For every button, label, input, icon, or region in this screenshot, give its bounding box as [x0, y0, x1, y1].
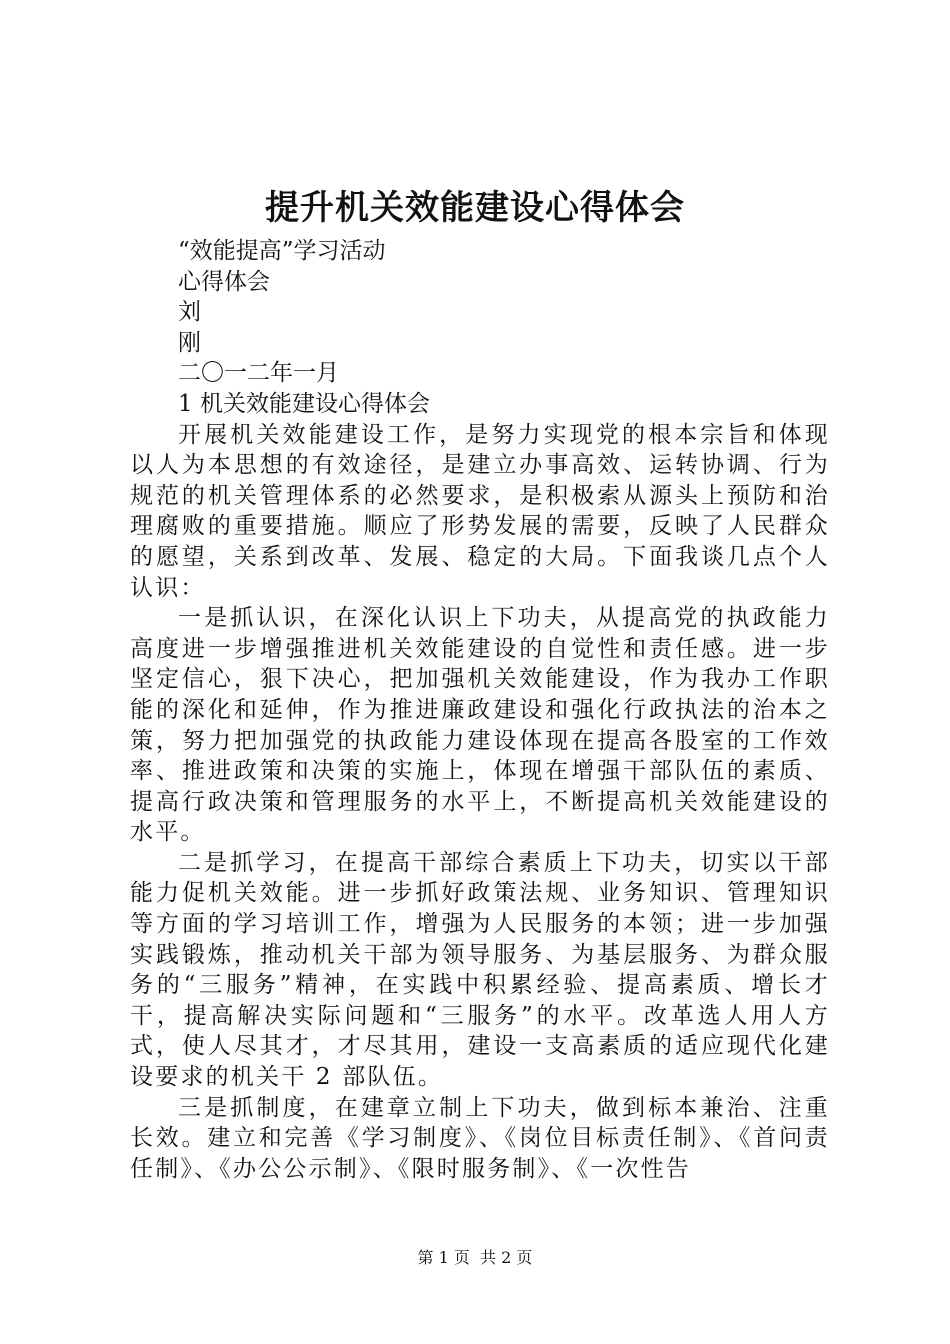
header-line-activity: “效能提高”学习活动: [178, 238, 386, 264]
footer-total-pages: 共 2 页: [480, 1248, 533, 1267]
header-line-author-given-name: 刚: [178, 329, 201, 356]
header-line-section-title: 1 机关效能建设心得体会: [178, 390, 430, 417]
document-title: 提升机关效能建设心得体会: [265, 188, 685, 228]
footer-page-number: 第 1 页: [417, 1248, 470, 1267]
paragraph-point-two: 二是抓学习，在提高干部综合素质上下功夫，切实以干部能力促机关效能。进一步抓好政策法规、业务知识、管理知识等方面的学习培训工作，增强为人民服务的本领；进一步加强实践锻炼，推动机关干部为领导服务、为基层服务、为群众服务的“三服务”精神，在实践中积累经验、提高素质、增长才干，提高解决实际问题和“三服务”的水平。改革选人用人方式，使人尽其才，才尽其用，建设一支高素质的适应现代化建设要求的机关干 2 部队伍。: [130, 849, 830, 1091]
header-line-date: 二〇一二年一月: [178, 360, 339, 387]
header-line-subtitle: 心得体会: [178, 268, 270, 295]
document-body: [130, 236, 830, 1184]
paragraph-point-three: 三是抓制度，在建章立制上下功夫，做到标本兼治、注重长效。建立和完善《学习制度》、《岗位目标责任制》、《首问责任制》、《办公公示制》、《限时服务制》、《一次性告: [130, 1094, 830, 1182]
header-line-author-surname: 刘: [178, 299, 201, 326]
paragraph-intro: 开展机关效能建设工作，是努力实现党的根本宗旨和体现以人为本思想的有效途径，是建立办事高效、运转协调、行为规范的机关管理体系的必然要求，是积极索从源头上预防和治理腐败的重要措施。顺应了形势发展的需要，反映了人民群众的愿望，关系到改革、发展、稳定的大局。下面我谈几点个人认识：: [130, 421, 830, 601]
paragraph-point-one: 一是抓认识，在深化认识上下功夫，从提高党的执政能力高度进一步增强推进机关效能建设的自觉性和责任感。进一步坚定信心，狠下决心，把加强机关效能建设，作为我办工作职能的深化和延伸，作为推进廉政建设和强化行政执法的治本之策，努力把加强党的执政能力建设体现在提高各股室的工作效率、推进政策和决策的实施上，体现在增强干部队伍的素质、提高行政决策和管理服务的水平上，不断提高机关效能建设的水平。: [130, 605, 830, 846]
page-footer: [0, 1248, 950, 1268]
